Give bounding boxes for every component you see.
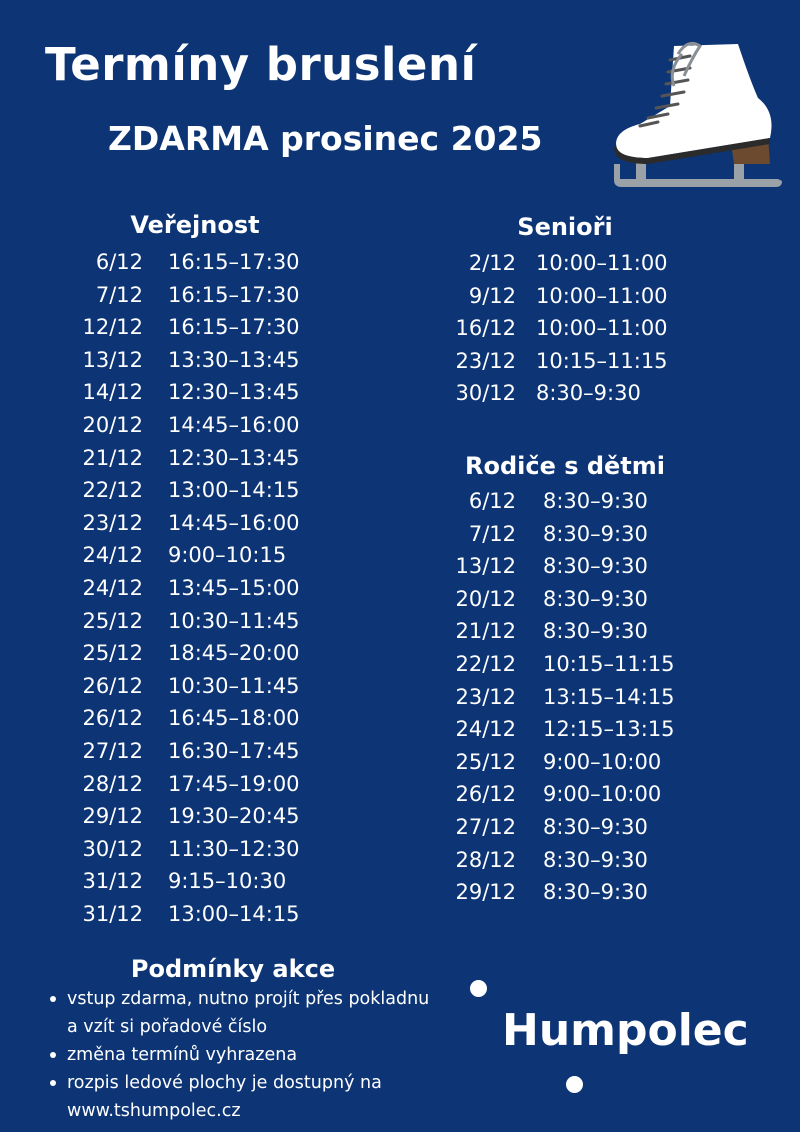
- schedule-time: 16:45–18:00: [168, 706, 300, 731]
- schedule-row: [0, 572, 320, 605]
- schedule-time: 8:30–9:30: [543, 554, 648, 579]
- schedule-row: [0, 637, 320, 670]
- schedule-date: 6/12: [95, 250, 143, 274]
- rodice-heading: Rodiče s dětmi: [464, 452, 666, 480]
- schedule-date: 13/12: [82, 347, 143, 372]
- schedule-time: 8:30–9:30: [543, 619, 648, 644]
- schedule-time: 8:30–9:30: [543, 814, 648, 839]
- schedule-date: 31/12: [82, 901, 143, 926]
- schedule-date: 25/12: [82, 641, 143, 666]
- list-item: změna termínů vyhrazena: [48, 1041, 438, 1069]
- schedule-time: 13:00–14:15: [168, 901, 300, 926]
- schedule-row: [400, 345, 720, 378]
- schedule-time: 10:00–11:00: [536, 283, 668, 308]
- schedule-row: [0, 344, 320, 377]
- schedule-time: 17:45–19:00: [168, 771, 300, 796]
- schedule-row: [400, 247, 720, 280]
- schedule-date: 23/12: [82, 510, 143, 535]
- list-item: rozpis ledové plochy je dostupný na www.tshumpolec.cz: [48, 1069, 438, 1125]
- schedule-time: 12:30–13:45: [168, 380, 300, 405]
- schedule-row: [0, 800, 320, 833]
- schedule-date: 14/12: [82, 380, 143, 405]
- schedule-time: 8:30–9:30: [543, 489, 648, 513]
- schedule-date: 27/12: [455, 814, 516, 839]
- schedule-date: 29/12: [455, 880, 516, 905]
- schedule-date: 29/12: [82, 804, 143, 829]
- rodice-schedule: [400, 485, 720, 909]
- schedule-row: [400, 312, 720, 345]
- schedule-date: 31/12: [82, 869, 143, 894]
- schedule-date: 24/12: [455, 717, 516, 742]
- schedule-time: 14:45–16:00: [168, 412, 300, 437]
- schedule-row: [0, 507, 320, 540]
- schedule-time: 13:15–14:15: [543, 684, 675, 709]
- schedule-time: 9:00–10:00: [543, 782, 662, 807]
- schedule-date: 20/12: [82, 412, 143, 437]
- ice-skate-icon: [608, 40, 786, 192]
- schedule-date: 25/12: [82, 608, 143, 633]
- schedule-row: [400, 648, 720, 681]
- schedule-row: [400, 377, 720, 410]
- schedule-time: 13:45–15:00: [168, 575, 300, 600]
- schedule-time: 9:00–10:00: [543, 749, 662, 774]
- seniori-schedule: [400, 247, 720, 410]
- schedule-row: [0, 702, 320, 735]
- schedule-date: 9/12: [468, 283, 516, 308]
- schedule-row: [0, 605, 320, 638]
- schedule-row: [400, 615, 720, 648]
- schedule-time: 10:00–11:00: [536, 316, 668, 341]
- dot-decoration: [566, 1076, 583, 1093]
- schedule-date: 23/12: [455, 348, 516, 373]
- schedule-row: [0, 898, 320, 931]
- schedule-row: [400, 485, 720, 518]
- schedule-time: 19:30–20:45: [168, 804, 300, 829]
- schedule-row: [0, 246, 320, 279]
- verejnost-schedule: [0, 246, 320, 930]
- schedule-row: [400, 811, 720, 844]
- schedule-row: [0, 539, 320, 572]
- schedule-time: 8:30–9:30: [543, 521, 648, 546]
- schedule-time: 16:15–17:30: [168, 282, 300, 307]
- schedule-date: 25/12: [455, 749, 516, 774]
- schedule-time: 16:15–17:30: [168, 315, 300, 340]
- schedule-row: [0, 311, 320, 344]
- schedule-date: 6/12: [468, 489, 516, 513]
- schedule-time: 11:30–12:30: [168, 836, 300, 861]
- schedule-date: 28/12: [455, 847, 516, 872]
- schedule-row: [0, 409, 320, 442]
- schedule-date: 21/12: [82, 445, 143, 470]
- schedule-time: 14:45–16:00: [168, 510, 300, 535]
- schedule-date: 23/12: [455, 684, 516, 709]
- dot-decoration: [470, 980, 487, 997]
- schedule-date: 22/12: [455, 651, 516, 676]
- schedule-row: [400, 778, 720, 811]
- schedule-date: 13/12: [455, 554, 516, 579]
- list-item: vstup zdarma, nutno projít přes pokladnu a vzít si pořadové číslo: [48, 985, 438, 1041]
- schedule-time: 9:15–10:30: [168, 869, 287, 894]
- schedule-date: 30/12: [82, 836, 143, 861]
- schedule-row: [400, 681, 720, 714]
- city-name: Humpolec: [502, 1005, 749, 1056]
- schedule-date: 24/12: [82, 575, 143, 600]
- schedule-row: [400, 746, 720, 779]
- schedule-time: 10:15–11:15: [536, 348, 668, 373]
- schedule-date: 7/12: [95, 282, 143, 307]
- schedule-date: 22/12: [82, 478, 143, 503]
- schedule-date: 26/12: [82, 706, 143, 731]
- page-title: Termíny bruslení: [45, 38, 477, 91]
- schedule-time: 16:30–17:45: [168, 738, 300, 763]
- schedule-row: [0, 735, 320, 768]
- schedule-row: [0, 442, 320, 475]
- schedule-time: 8:30–9:30: [543, 880, 648, 905]
- schedule-time: 10:00–11:00: [536, 251, 668, 275]
- schedule-date: 26/12: [455, 782, 516, 807]
- conditions-heading: Podmínky akce: [130, 955, 336, 983]
- schedule-row: [0, 279, 320, 312]
- schedule-date: 20/12: [455, 586, 516, 611]
- schedule-row: [0, 670, 320, 703]
- schedule-row: [0, 865, 320, 898]
- schedule-time: 12:30–13:45: [168, 445, 300, 470]
- schedule-row: [0, 474, 320, 507]
- conditions-list: [48, 985, 438, 1125]
- schedule-date: 21/12: [455, 619, 516, 644]
- seniori-heading: Senioři: [517, 213, 613, 241]
- schedule-time: 8:30–9:30: [543, 847, 648, 872]
- verejnost-heading: Veřejnost: [130, 211, 260, 239]
- schedule-date: 16/12: [455, 316, 516, 341]
- schedule-date: 7/12: [468, 521, 516, 546]
- schedule-row: [400, 713, 720, 746]
- schedule-time: 10:30–11:45: [168, 673, 300, 698]
- schedule-time: 10:30–11:45: [168, 608, 300, 633]
- schedule-date: 12/12: [82, 315, 143, 340]
- schedule-date: 30/12: [455, 381, 516, 406]
- schedule-time: 18:45–20:00: [168, 641, 300, 666]
- schedule-date: 24/12: [82, 543, 143, 568]
- page-subtitle: ZDARMA prosinec 2025: [108, 119, 543, 158]
- schedule-row: [0, 768, 320, 801]
- schedule-row: [400, 876, 720, 909]
- schedule-row: [400, 280, 720, 313]
- schedule-row: [0, 833, 320, 866]
- schedule-time: 16:15–17:30: [168, 250, 300, 274]
- schedule-time: 8:30–9:30: [536, 381, 641, 406]
- schedule-time: 10:15–11:15: [543, 651, 675, 676]
- schedule-time: 9:00–10:15: [168, 543, 287, 568]
- schedule-row: [0, 376, 320, 409]
- schedule-time: 12:15–13:15: [543, 717, 675, 742]
- schedule-date: 27/12: [82, 738, 143, 763]
- schedule-date: 26/12: [82, 673, 143, 698]
- schedule-row: [400, 550, 720, 583]
- schedule-time: 13:30–13:45: [168, 347, 300, 372]
- schedule-row: [400, 844, 720, 877]
- schedule-date: 28/12: [82, 771, 143, 796]
- schedule-date: 2/12: [468, 251, 516, 275]
- schedule-row: [400, 583, 720, 616]
- schedule-time: 8:30–9:30: [543, 586, 648, 611]
- schedule-time: 13:00–14:15: [168, 478, 300, 503]
- schedule-row: [400, 518, 720, 551]
